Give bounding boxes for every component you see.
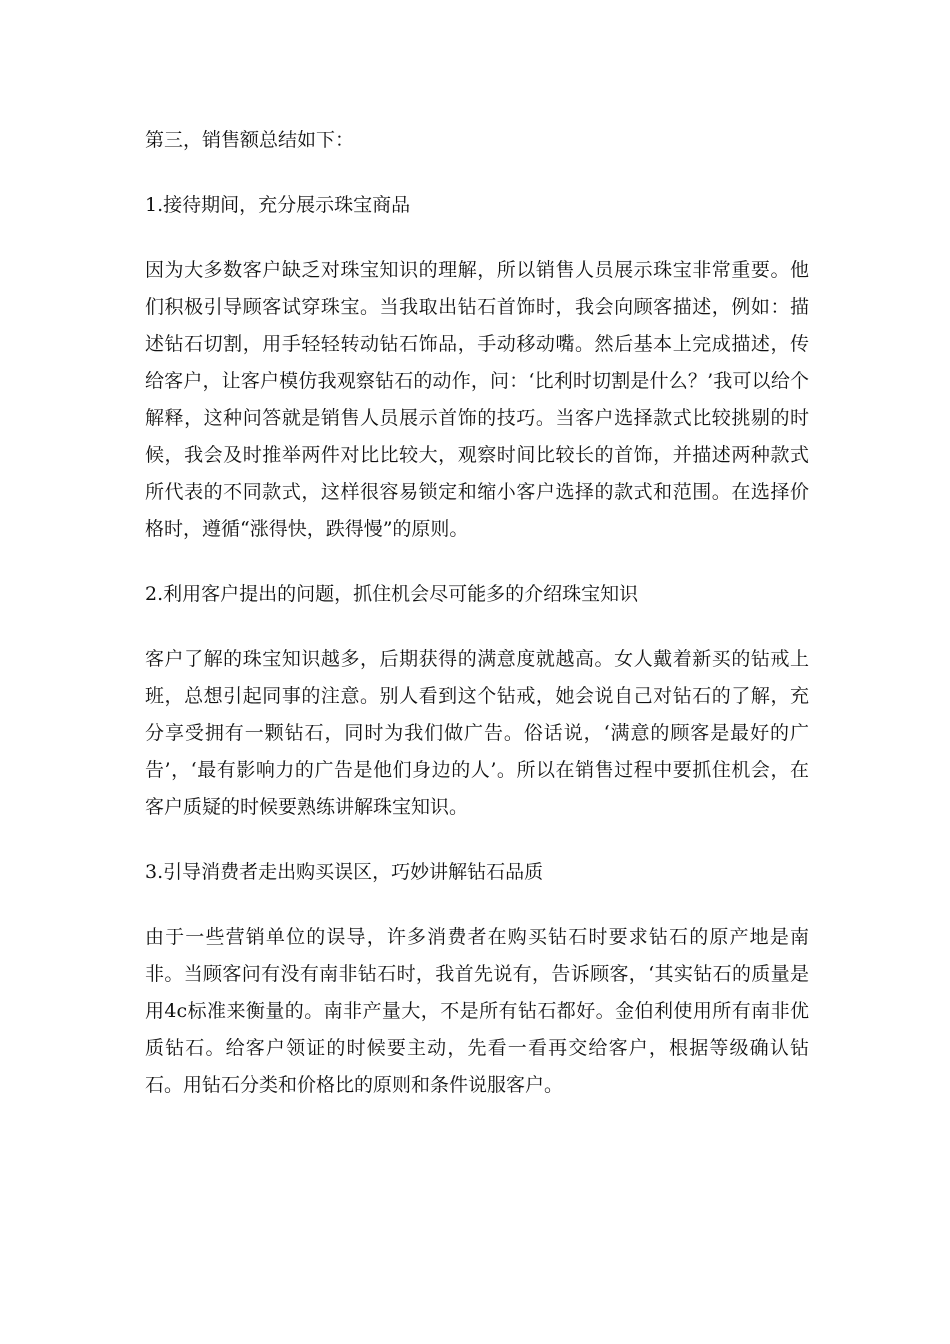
section-2-heading: 2.利用客户提出的问题，抓住机会尽可能多的介绍珠宝知识 [145,583,639,605]
document-page [145,122,809,1132]
section-1-body: 因为大多数客户缺乏对珠宝知识的理解，所以销售人员展示珠宝非常重要。他们积极引导顾客试穿珠宝。当我取出钻石首饰时，我会向顾客描述，例如：描述钻石切割，用手轻轻转动钻石饰品，手动移动嘴。然后基本上完成描述，传给客户，让客户模仿我观察钻石的动作，问：‘比利时切割是什么？’我可以给个解释，这种问答就是销售人员展示首饰的技巧。当客户选择款式比较挑剔的时候，我会及时推举两件对比比较大，观察时间比较长的首饰，并描述两种款式所代表的不同款式，这样很容易锁定和缩小客户选择的款式和范围。在选择价格时，遵循“涨得快，跌得慢”的原则。 [145,259,809,540]
section-3-body: 由于一些营销单位的误导，许多消费者在购买钻石时要求钻石的原产地是南非。当顾客问有没有南非钻石时，我首先说有，告诉顾客，‘其实钻石的质量是用4c标准来衡量的。南非产量大，不是所有钻石都好。金伯利使用所有南非优质钻石。给客户领证的时候要主动，先看一看再交给客户，根据等级确认钻石。用钻石分类和价格比的原则和条件说服客户。 [145,926,809,1096]
intro-line: 第三，销售额总结如下： [145,129,355,151]
section-1-heading: 1.接待期间，充分展示珠宝商品 [145,194,411,216]
section-3-heading: 3.引导消费者走出购买误区，巧妙讲解钻石品质 [145,861,544,883]
section-2-body: 客户了解的珠宝知识越多，后期获得的满意度就越高。女人戴着新买的钻戒上班，总想引起同事的注意。别人看到这个钻戒，她会说自己对钻石的了解，充分享受拥有一颗钻石，同时为我们做广告。俗话说，‘满意的顾客是最好的广告’，‘最有影响力的广告是他们身边的人’。所以在销售过程中要抓住机会，在客户质疑的时候要熟练讲解珠宝知识。 [145,648,809,818]
